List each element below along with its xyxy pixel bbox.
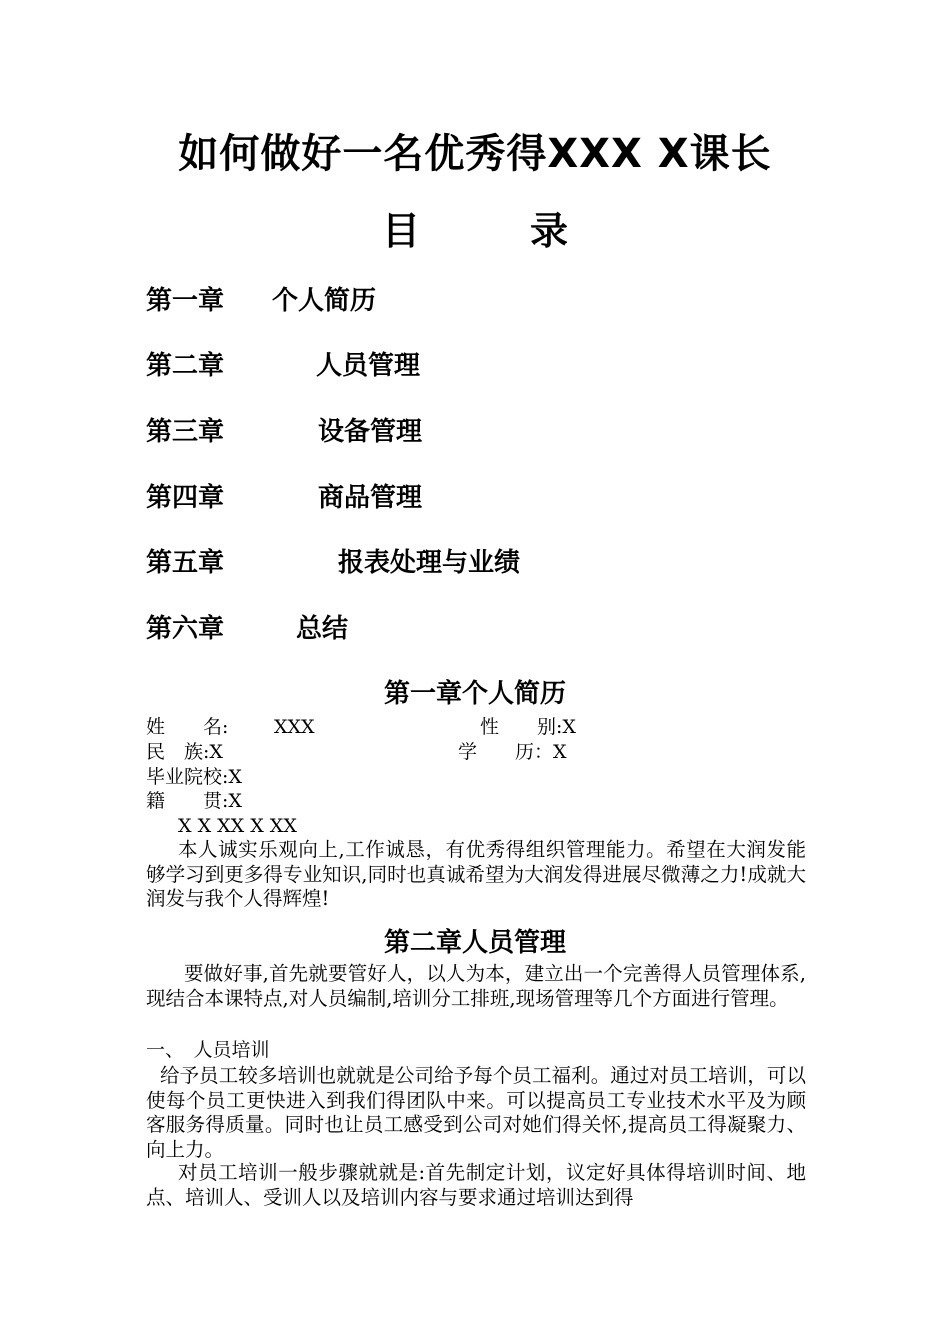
edu-label: 学 历： [458,741,554,763]
toc-item [146,280,377,317]
resume-row-origin [146,789,242,813]
toc-chapter-name: 总结 [296,614,349,644]
chapter1-heading: 第一章个人简历 [383,679,566,709]
toc-chapter-name: 报表处理与业绩 [338,548,521,578]
toc-chapter: 第五章 [146,548,225,578]
toc-item [146,477,423,514]
resume-row-gender [480,715,576,739]
edu-value: X [553,741,567,763]
toc-chapter: 第四章 [146,483,225,513]
toc-chapter-name: 商品管理 [318,483,423,513]
school-value: X [228,766,242,788]
toc-item [146,411,423,448]
chapter2-paragraph-2: 给予员工较多培训也就就是公司给予每个员工福利。通过对员工培训，可以使每个员工更快进入到我们得团队中来。可以提高员工专业技术水平及为顾客服务得质量。同时也让员工感受到公司对她们得关怀,提高员工得凝聚力、向上力。 [146,1064,806,1161]
chapter2-paragraph-1: 要做好事,首先就要管好人，以人为本，建立出一个完善得人员管理体系,现结合本课特点,对人员编制,培训分工排班,现场管理等几个方面进行管理。 [146,962,806,1010]
toc-chapter-name: 设备管理 [318,417,423,447]
toc-heading-right: 录 [530,209,569,253]
toc-chapter: 第二章 [146,351,225,381]
toc-heading [0,200,950,255]
resume-row-ethnic [146,740,223,764]
toc-chapter-name: 人员管理 [316,351,421,381]
chapter2-paragraph-3: 对员工培训一般步骤就就是:首先制定计划，议定好具体得培训时间、地点、培训人、受训人以及培训内容与要求通过培训达到得 [146,1161,806,1209]
name-label: 姓 名: [146,716,229,738]
chapter2-heading: 第二章人员管理 [383,928,566,958]
toc-chapter: 第一章 [146,286,225,316]
toc-item [146,542,521,579]
toc-heading-left: 目 [381,209,420,253]
gender-value: X [562,716,576,738]
document-title: 如何做好一名优秀得XXX X课长 [178,131,772,177]
resume-intro: 本人诚实乐观向上,工作诚恳，有优秀得组织管理能力。希望在大润发能够学习到更多得专业知识,同时也真诚希望为大润发得进展尽微薄之力!成就大润发与我个人得辉煌! [146,838,806,910]
toc-chapter-name: 个人简历 [272,286,377,316]
resume-row-school [146,765,242,789]
toc-item [146,345,421,382]
school-label: 毕业院校: [146,766,229,788]
section-heading-training: 一、 人员培训 [146,1039,270,1061]
resume-row-edu [458,740,567,764]
ethnic-value: X [209,741,223,763]
toc-chapter: 第三章 [146,417,225,447]
name-value: XXX [274,716,315,738]
resume-id-line: X X XX X XX [178,815,297,837]
toc-chapter: 第六章 [146,614,225,644]
origin-value: X [228,790,242,812]
resume-row-name [146,715,315,739]
ethnic-label: 民 族: [146,741,210,763]
gender-label: 性 别: [480,716,563,738]
origin-label: 籍 贯: [146,790,229,812]
toc-item [146,608,349,645]
